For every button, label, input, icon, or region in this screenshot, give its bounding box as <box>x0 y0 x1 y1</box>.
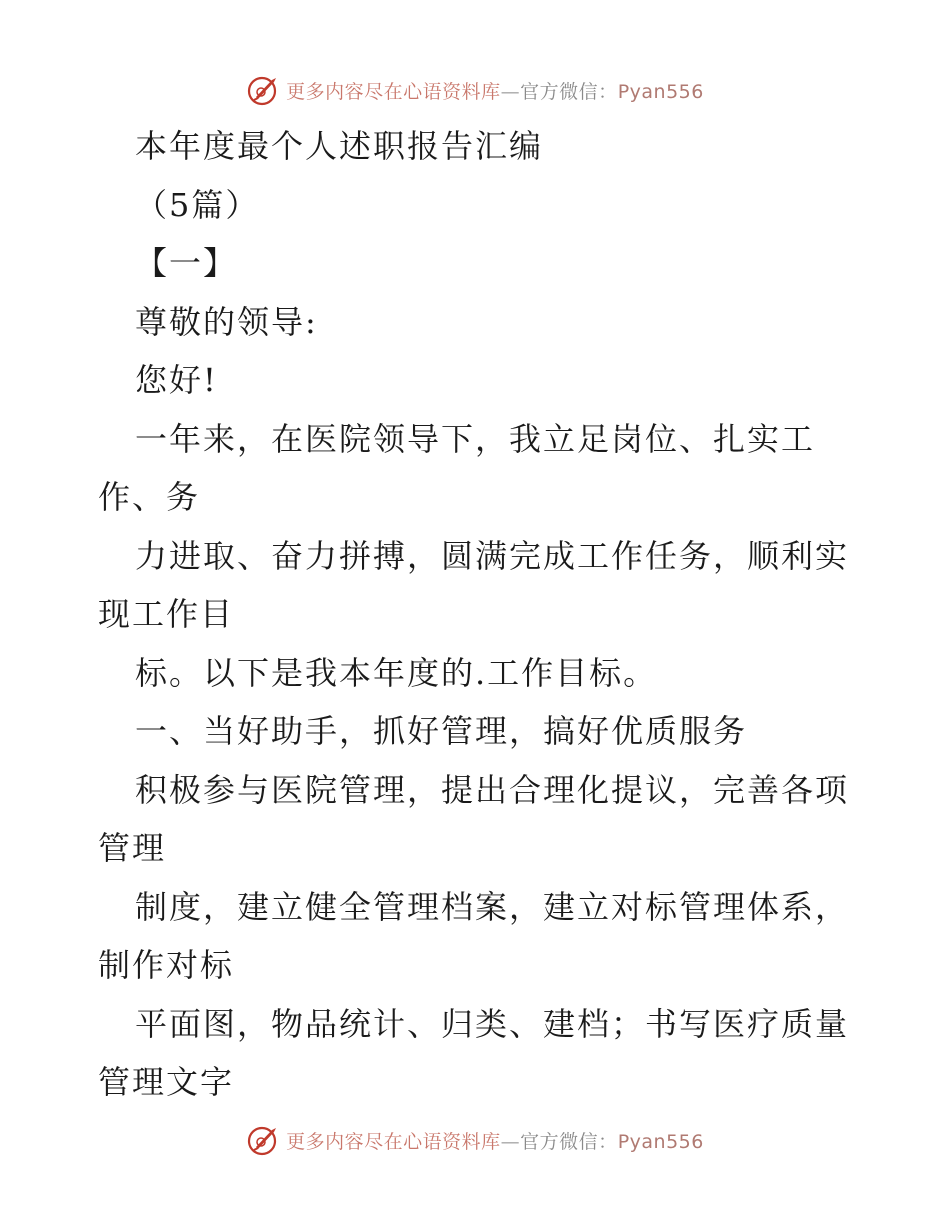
text-line: 制度，建立健全管理档案，建立对标管理体系， <box>135 887 850 926</box>
watermark-wechat-label: 官方微信： <box>520 80 618 103</box>
text-line: 本年度最个人述职报告汇编 <box>135 127 544 165</box>
watermark-separator: — <box>500 80 521 103</box>
quill-logo-icon <box>246 72 282 108</box>
text-line: 【一】 <box>135 244 238 282</box>
watermark-site: 更多内容尽在心语资料库 <box>286 1130 501 1153</box>
watermark-site: 更多内容尽在心语资料库 <box>286 80 501 103</box>
text-line: 一、当好助手，抓好管理，搞好优质服务 <box>135 712 748 750</box>
footer-watermark <box>0 1120 950 1160</box>
text-line: （5篇） <box>135 185 260 224</box>
text-line: 制作对标 <box>98 946 235 984</box>
quill-logo-icon <box>246 1122 282 1158</box>
text-line: 您好! <box>135 361 218 399</box>
text-line: 平面图，物品统计、归类、建档；书写医疗质量 <box>135 1004 850 1043</box>
watermark-text <box>286 1127 704 1154</box>
watermark-text <box>286 77 704 104</box>
text-line: 力进取、奋力拼搏，圆满完成工作任务，顺利实 <box>135 536 850 575</box>
text-line: 积极参与医院管理，提出合理化提议，完善各项 <box>135 770 850 809</box>
text-line: 一年来，在医院领导下，我立足岗位、扎实工 <box>135 419 816 458</box>
watermark-separator: — <box>500 1130 521 1153</box>
header-watermark <box>0 70 950 110</box>
text-line: 管理 <box>98 829 167 867</box>
text-line: 尊敬的领导: <box>135 302 318 341</box>
watermark-wechat-id: Pyan556 <box>617 1130 704 1153</box>
text-line: 作、务 <box>98 478 201 516</box>
text-line: 标。以下是我本年度的.工作目标。 <box>135 653 658 692</box>
watermark-wechat-id: Pyan556 <box>617 80 704 103</box>
watermark-wechat-label: 官方微信： <box>520 1130 618 1153</box>
document-body <box>98 117 858 1112</box>
text-line: 管理文字 <box>98 1063 235 1101</box>
text-line: 现工作目 <box>98 595 235 633</box>
